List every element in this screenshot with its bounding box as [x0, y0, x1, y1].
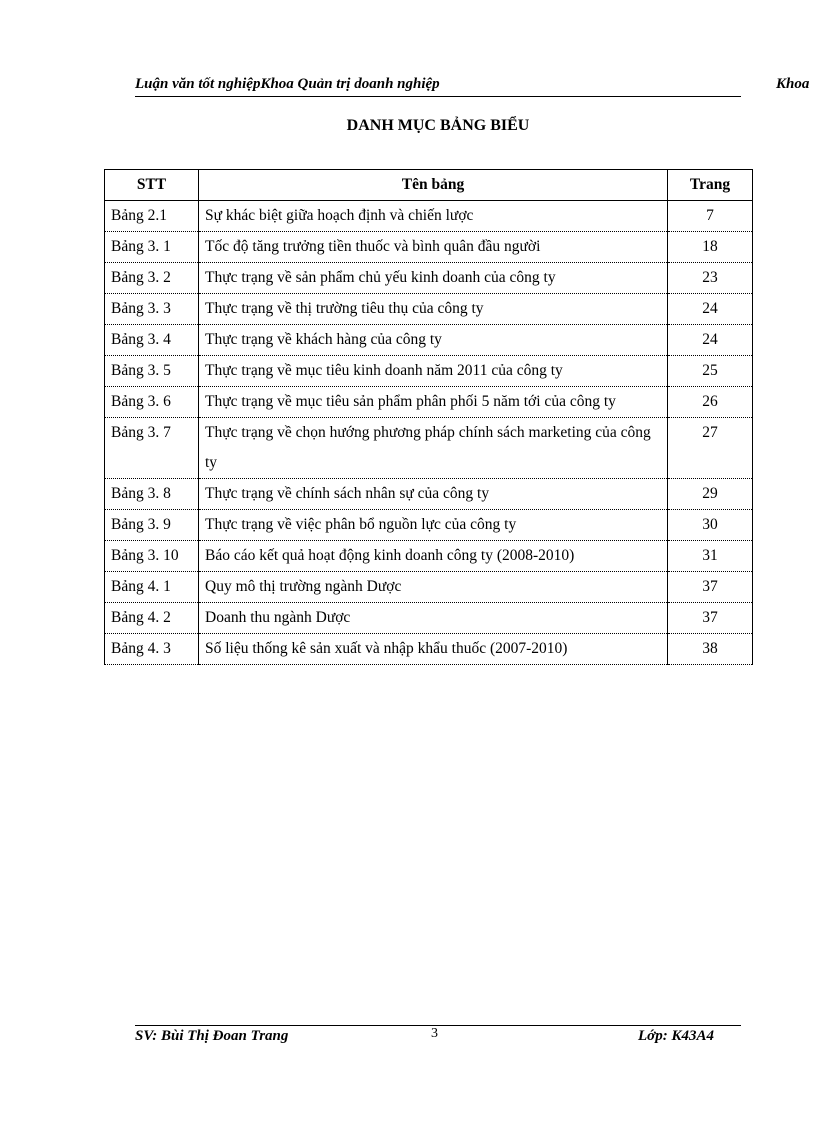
- table-cell-page: 31: [668, 541, 753, 572]
- footer-page-number: 3: [431, 1026, 438, 1041]
- table-cell-name: Thực trạng về khách hàng của công ty: [199, 325, 668, 356]
- table-cell-stt: Bảng 3. 8: [105, 479, 199, 510]
- table-row: [105, 201, 753, 232]
- table-cell-page: 24: [668, 294, 753, 325]
- table-cell-stt: Bảng 3. 9: [105, 510, 199, 541]
- table-row: [105, 418, 753, 479]
- table-row: [105, 634, 753, 665]
- table-cell-stt: Bảng 3. 2: [105, 263, 199, 294]
- table-cell-page: 37: [668, 572, 753, 603]
- table-cell-stt: Bảng 3. 5: [105, 356, 199, 387]
- table-row: [105, 572, 753, 603]
- table-row: [105, 356, 753, 387]
- table-row: [105, 232, 753, 263]
- table-cell-page: 23: [668, 263, 753, 294]
- table-row: [105, 263, 753, 294]
- table-cell-page: 27: [668, 418, 753, 479]
- table-cell-page: 7: [668, 201, 753, 232]
- header-left-text: Luận văn tốt nghiệpKhoa Quản trị doanh nghiệp: [135, 76, 440, 92]
- table-row: [105, 541, 753, 572]
- table-cell-page: 18: [668, 232, 753, 263]
- table-cell-name: Thực trạng về thị trường tiêu thụ của công ty: [199, 294, 668, 325]
- table-cell-page: 29: [668, 479, 753, 510]
- table-cell-name: Quy mô thị trường ngành Dược: [199, 572, 668, 603]
- table-cell-name: Doanh thu ngành Dược: [199, 603, 668, 634]
- table-cell-name: Thực trạng về chọn hướng phương pháp chính sách marketing của công ty: [199, 418, 668, 479]
- table-row: [105, 387, 753, 418]
- footer-student-name: SV: Bùi Thị Đoan Trang: [135, 1028, 289, 1044]
- column-header-name: Tên bảng: [199, 170, 668, 201]
- table-cell-page: 25: [668, 356, 753, 387]
- table-cell-page: 30: [668, 510, 753, 541]
- table-cell-name: Thực trạng về việc phân bổ nguồn lực của công ty: [199, 510, 668, 541]
- table-cell-page: 26: [668, 387, 753, 418]
- table-cell-stt: Bảng 4. 1: [105, 572, 199, 603]
- table-cell-page: 38: [668, 634, 753, 665]
- table-cell-stt: Bảng 2.1: [105, 201, 199, 232]
- footer-class: Lớp: K43A4: [638, 1028, 714, 1044]
- page-header: [135, 72, 741, 97]
- table-row: [105, 603, 753, 634]
- table-row: [105, 294, 753, 325]
- footer-divider: [135, 1025, 741, 1026]
- table-cell-name: Số liệu thống kê sản xuất và nhập khẩu thuốc (2007-2010): [199, 634, 668, 665]
- page-title: DANH MỤC BẢNG BIỂU: [346, 117, 530, 134]
- table-cell-name: Báo cáo kết quả hoạt động kinh doanh công ty (2008-2010): [199, 541, 668, 572]
- table-cell-name: Thực trạng về mục tiêu sản phẩm phân phối 5 năm tới của công ty: [199, 387, 668, 418]
- table-cell-name: Sự khác biệt giữa hoạch định và chiến lược: [199, 201, 668, 232]
- table-cell-stt: Bảng 3. 6: [105, 387, 199, 418]
- table-cell-stt: Bảng 3. 10: [105, 541, 199, 572]
- header-right-text: Khoa: [776, 76, 810, 92]
- table-cell-stt: Bảng 3. 3: [105, 294, 199, 325]
- table-cell-name: Tốc độ tăng trưởng tiền thuốc và bình quân đầu người: [199, 232, 668, 263]
- table-cell-page: 24: [668, 325, 753, 356]
- table-header-row: [105, 170, 753, 201]
- table-cell-stt: Bảng 3. 7: [105, 418, 199, 479]
- table-row: [105, 325, 753, 356]
- table-cell-page: 37: [668, 603, 753, 634]
- table-list: [104, 169, 753, 665]
- table-cell-name: Thực trạng về mục tiêu kinh doanh năm 2011 của công ty: [199, 356, 668, 387]
- table-cell-name: Thực trạng về sản phẩm chủ yếu kinh doanh của công ty: [199, 263, 668, 294]
- column-header-page: Trang: [668, 170, 753, 201]
- table-cell-stt: Bảng 4. 2: [105, 603, 199, 634]
- column-header-stt: STT: [105, 170, 199, 201]
- table-cell-stt: Bảng 4. 3: [105, 634, 199, 665]
- table-cell-name: Thực trạng về chính sách nhân sự của công ty: [199, 479, 668, 510]
- table-cell-stt: Bảng 3. 4: [105, 325, 199, 356]
- table-row: [105, 510, 753, 541]
- table-cell-stt: Bảng 3. 1: [105, 232, 199, 263]
- table-row: [105, 479, 753, 510]
